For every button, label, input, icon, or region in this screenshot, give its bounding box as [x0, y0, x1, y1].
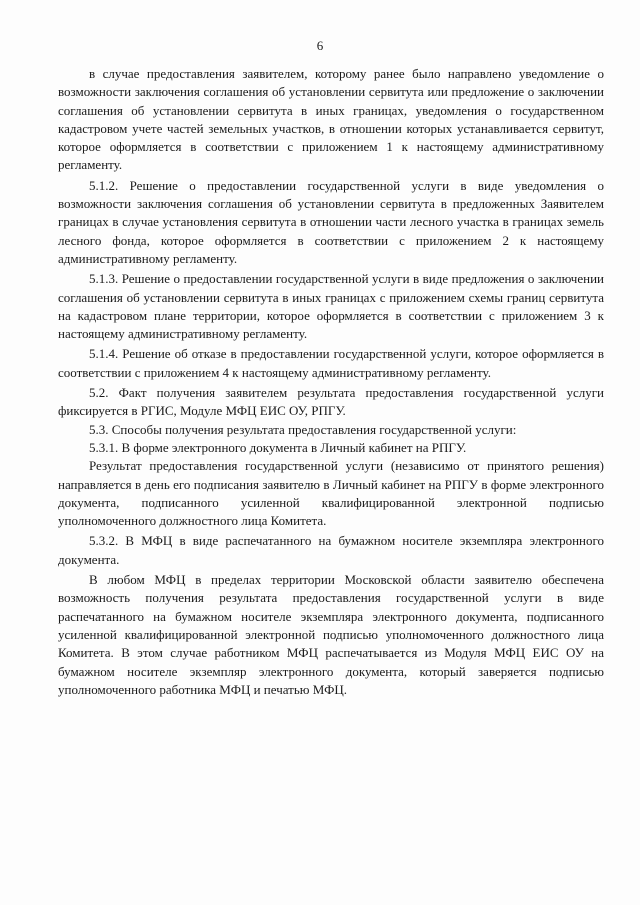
paragraph-5-3-2: 5.3.2. В МФЦ в виде распечатанного на бумажном носителе экземпляра электронного документа. [58, 533, 604, 567]
document-body [58, 65, 604, 699]
paragraph-5-1-3: 5.1.3. Решение о предоставлении государственной услуги в виде предложения о заключении соглашения об установлении сервитута в иных границах с приложением схемы границ сервитута на кадастровом плане территории, которое оформляется в соответствии с приложением 3 к настоящему административному регламенту. [58, 271, 604, 342]
paragraph-5-3: 5.3. Способы получения результата предоставления государственной услуги: [89, 421, 517, 437]
paragraph-result-to-personal-account: Результат предоставления государственной услуги (независимо от принятого решения) направляется в день его подписания заявителю в Личный кабинет на РПГУ в форме электронного документа, подписанного усиленной квалифицированной электронной подписью уполномоченного должностного лица Комитета. [58, 458, 604, 529]
page-number: 6 [316, 38, 324, 53]
paragraph-5-3-1: 5.3.1. В форме электронного документа в Личный кабинет на РПГУ. [89, 439, 467, 455]
paragraph-5-2: 5.2. Факт получения заявителем результата предоставления государственной услуги фиксируется в РГИС, Модуле МФЦ ЕИС ОУ, РПГУ. [58, 385, 604, 419]
paragraph-any-mfc: В любом МФЦ в пределах территории Московской области заявителю обеспечена возможность получения результата предоставления государственной услуги в виде распечатанного на бумажном носителе экземпляра электронного документа, подписанного усиленной квалифицированной электронной подписью уполномоченного должностного лица Комитета. В этом случае работником МФЦ распечатывается из Модуля МФЦ ЕИС ОУ на бумажном носителе экземпляр электронного документа, который заверяется подписью уполномоченного работника МФЦ и печатью МФЦ. [58, 572, 604, 697]
paragraph-5-1-2: 5.1.2. Решение о предоставлении государственной услуги в виде уведомления о возможности заключения соглашения об установлении сервитута в предложенных Заявителем границах в случае установления сервитута в отношении части лесного участка в границах земель лесного фонда, которое оформляется в соответствии с приложением 2 к настоящему административному регламенту. [58, 177, 604, 266]
paragraph-easement-notification: в случае предоставления заявителем, которому ранее было направлено уведомление о возможности заключения соглашения об установлении сервитута или предложение о заключении соглашения об установлении сервитута в иных границах, уведомления о государственном кадастровом учете частей земельных участков, в отношении которых устанавливается сервитут, которое оформляется в соответствии с приложением 1 к настоящему административному регламенту. [58, 66, 604, 173]
paragraph-5-1-4: 5.1.4. Решение об отказе в предоставлении государственной услуги, которое оформляется в соответствии с приложением 4 к настоящему административному регламенту. [58, 346, 604, 380]
